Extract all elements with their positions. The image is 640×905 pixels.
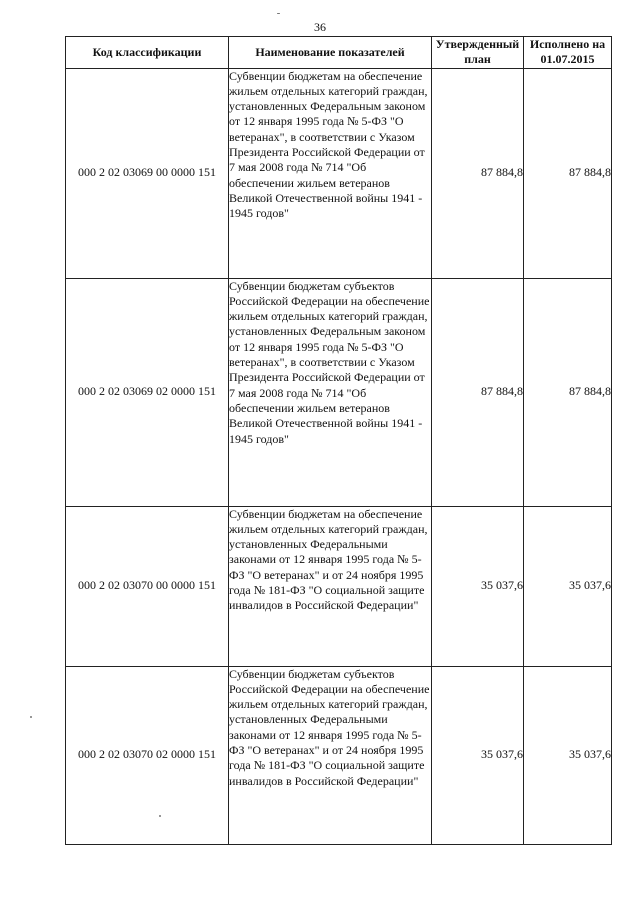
page-number: 36	[314, 20, 326, 34]
approved-plan-value: 87 884,8	[432, 68, 524, 278]
scan-speck	[277, 13, 280, 14]
table-row	[66, 278, 612, 506]
approved-plan-value: 35 037,6	[432, 506, 524, 666]
header-name: Наименование показателей	[229, 37, 432, 69]
classification-code: 000 2 02 03070 00 0000 151	[66, 506, 229, 666]
executed-value: 87 884,8	[524, 278, 612, 506]
budget-table	[65, 36, 612, 845]
indicator-name: Субвенции бюджетам на обеспечение жильем отдельных категорий граждан, установленных Федеральными законами от 12 января 1995 года № 5-ФЗ "О ветеранах" и от 24 ноября 1995 года № 181-ФЗ "О социальной защите инвалидов в Российской Федерации"	[229, 506, 432, 666]
classification-code: 000 2 02 03069 00 0000 151	[66, 68, 229, 278]
indicator-name: Субвенции бюджетам субъектов Российской Федерации на обеспечение жильем отдельных категорий граждан, установленных Федеральными законами от 12 января 1995 года № 5-ФЗ "О ветеранах" и от 24 ноября 1995 года № 181-ФЗ "О социальной защите инвалидов в Российской Федерации"	[229, 666, 432, 844]
classification-code: 000 2 02 03069 02 0000 151	[66, 278, 229, 506]
approved-plan-value: 87 884,8	[432, 278, 524, 506]
executed-value: 87 884,8	[524, 68, 612, 278]
classification-code: 000 2 02 03070 02 0000 151	[66, 666, 229, 844]
approved-plan-value: 35 037,6	[432, 666, 524, 844]
executed-value: 35 037,6	[524, 666, 612, 844]
executed-value: 35 037,6	[524, 506, 612, 666]
header-done: Исполнено на 01.07.2015	[524, 37, 612, 69]
table-row	[66, 68, 612, 278]
table-header-row	[66, 37, 612, 69]
indicator-name: Субвенции бюджетам субъектов Российской Федерации на обеспечение жильем отдельных категорий граждан, установленных Федеральным законом от 12 января 1995 года № 5-ФЗ "О ветеранах", в соответствии с Указом Президента Российской Федерации от 7 мая 2008 года № 714 "Об обеспечении жильем ветеранов Великой Отечественной войны 1941 - 1945 годов"	[229, 278, 432, 506]
table-row	[66, 666, 612, 844]
header-code: Код классификации	[66, 37, 229, 69]
scan-speck	[159, 815, 161, 817]
indicator-name: Субвенции бюджетам на обеспечение жильем отдельных категорий граждан, установленных Федеральным законом от 12 января 1995 года № 5-ФЗ "О ветеранах", в соответствии с Указом Президента Российской Федерации от 7 мая 2008 года № 714 "Об обеспечении жильем ветеранов Великой Отечественной войны 1941 - 1945 годов"	[229, 68, 432, 278]
table-row	[66, 506, 612, 666]
header-plan: Утвержденный план	[432, 37, 524, 69]
scan-speck	[30, 716, 32, 718]
